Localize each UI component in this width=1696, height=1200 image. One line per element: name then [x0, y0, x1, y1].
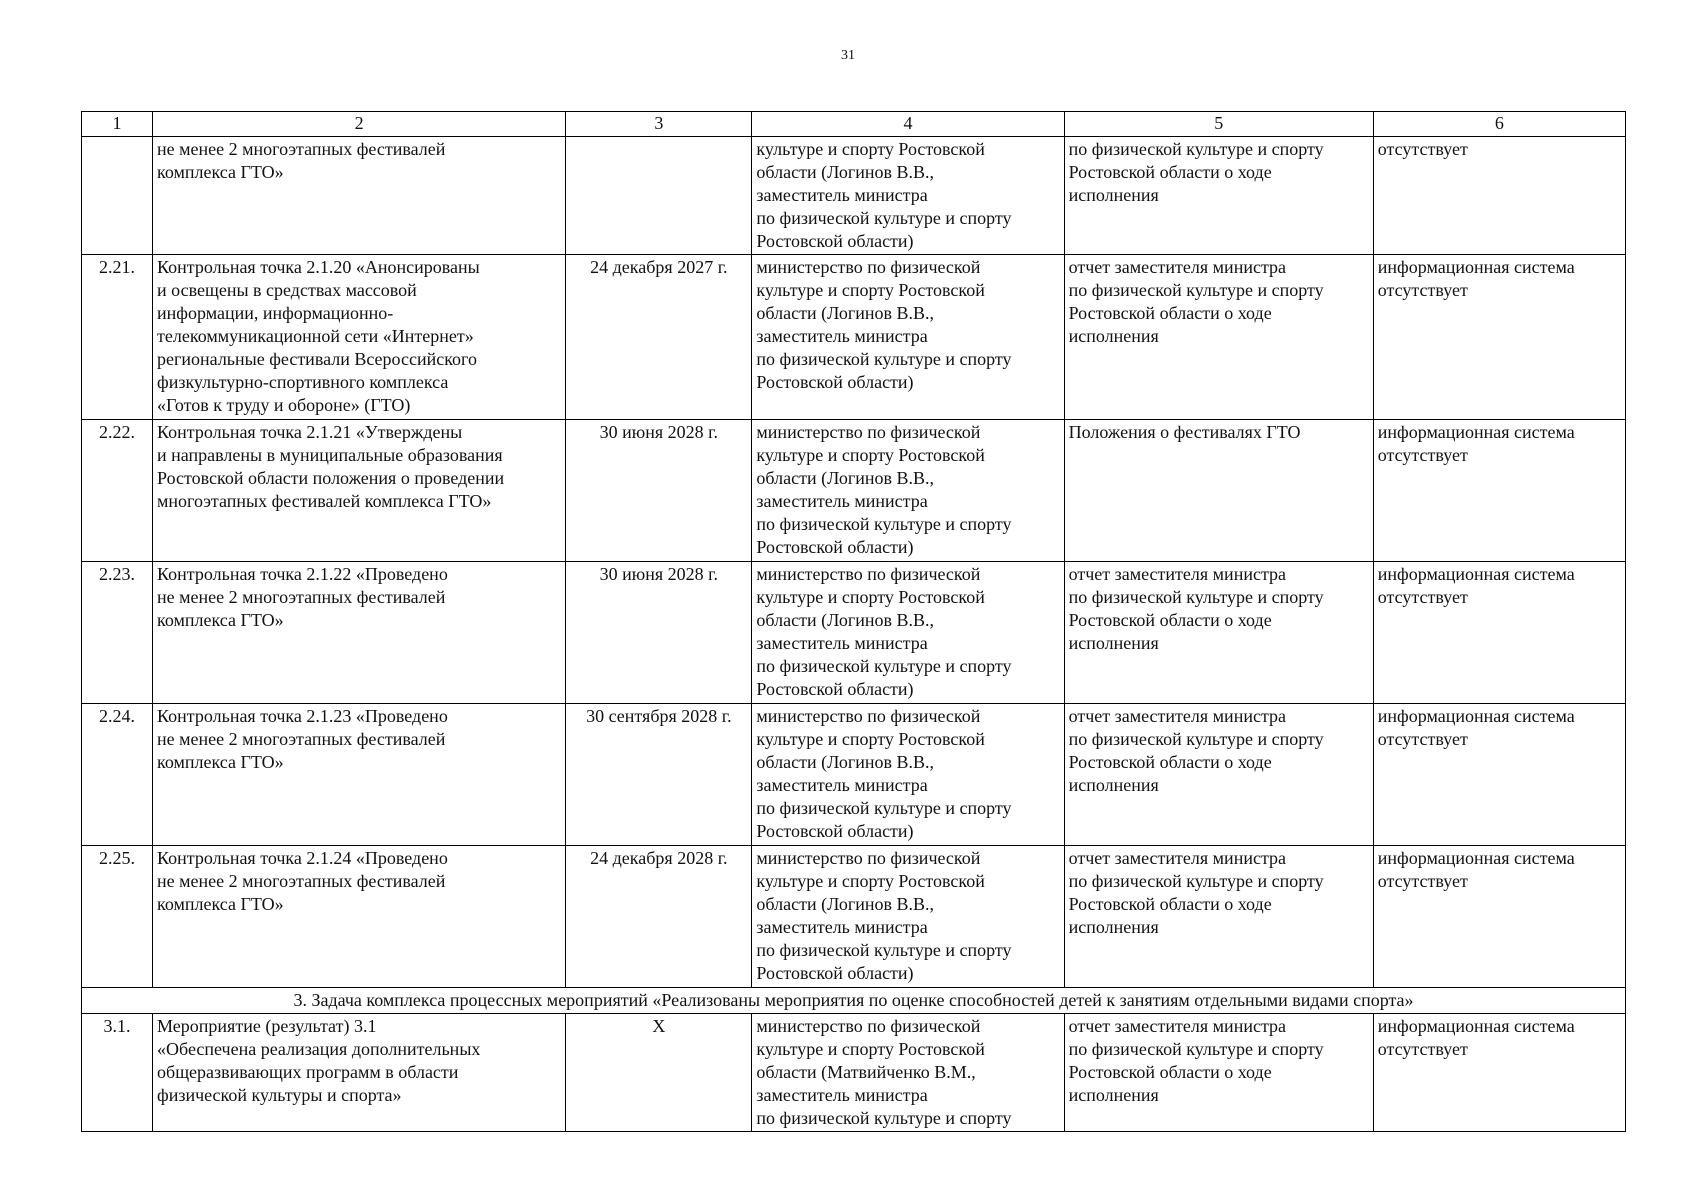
section-row: [82, 988, 1626, 1014]
information-system: отсутствует: [1373, 137, 1625, 255]
event-name: Контрольная точка 2.1.24 «Проведено не менее 2 многоэтапных фестивалей комплекса ГТО»: [153, 846, 566, 988]
confirming-document: отчет заместителя министра по физической культуре и спорту Ростовской области о ходе исполнения: [1064, 1014, 1373, 1132]
information-system: информационная система отсутствует: [1373, 562, 1625, 704]
responsible-executor: культуре и спорту Ростовской области (Логинов В.В., заместитель министра по физической культуре и спорту Ростовской области): [752, 137, 1064, 255]
information-system: информационная система отсутствует: [1373, 1014, 1625, 1132]
responsible-executor: министерство по физической культуре и спорту Ростовской области (Логинов В.В., заместитель министра по физической культуре и спорту Ростовской области): [752, 846, 1064, 988]
deadline-date: 24 декабря 2027 г.: [566, 255, 752, 420]
column-header: 6: [1373, 112, 1625, 137]
responsible-executor: министерство по физической культуре и спорту Ростовской области (Логинов В.В., заместитель министра по физической культуре и спорту Ростовской области): [752, 562, 1064, 704]
column-header: 1: [82, 112, 153, 137]
row-number: [82, 137, 153, 255]
confirming-document: отчет заместителя министра по физической культуре и спорту Ростовской области о ходе исполнения: [1064, 846, 1373, 988]
event-name: Контрольная точка 2.1.23 «Проведено не менее 2 многоэтапных фестивалей комплекса ГТО»: [153, 704, 566, 846]
table-row: [82, 562, 1626, 704]
responsible-executor: министерство по физической культуре и спорту Ростовской области (Логинов В.В., заместитель министра по физической культуре и спорту Ростовской области): [752, 255, 1064, 420]
information-system: информационная система отсутствует: [1373, 704, 1625, 846]
table-row: [82, 1014, 1626, 1132]
section-heading: 3. Задача комплекса процессных мероприятий «Реализованы мероприятия по оценке способностей детей к занятиям отдельными видами спорта»: [82, 988, 1626, 1014]
column-header: 2: [153, 112, 566, 137]
confirming-document: отчет заместителя министра по физической культуре и спорту Ростовской области о ходе исполнения: [1064, 562, 1373, 704]
event-name: Контрольная точка 2.1.21 «Утверждены и направлены в муниципальные образования Ростовской области положения о проведении многоэтапных фестивалей комплекса ГТО»: [153, 420, 566, 562]
confirming-document: отчет заместителя министра по физической культуре и спорту Ростовской области о ходе исполнения: [1064, 255, 1373, 420]
information-system: информационная система отсутствует: [1373, 846, 1625, 988]
row-number: 2.22.: [82, 420, 153, 562]
table-row: [82, 846, 1626, 988]
deadline-date: [566, 137, 752, 255]
deadline-date: X: [566, 1014, 752, 1132]
confirming-document: отчет заместителя министра по физической культуре и спорту Ростовской области о ходе исполнения: [1064, 704, 1373, 846]
row-number: 2.25.: [82, 846, 153, 988]
row-number: 2.21.: [82, 255, 153, 420]
event-name: Контрольная точка 2.1.20 «Анонсированы и освещены в средствах массовой информации, информационно- телекоммуникационной сети «Интернет» региональные фестивали Всероссийского физкультурно-спортивного комплекса «Готов к труду и обороне» (ГТО): [153, 255, 566, 420]
responsible-executor: министерство по физической культуре и спорту Ростовской области (Логинов В.В., заместитель министра по физической культуре и спорту Ростовской области): [752, 420, 1064, 562]
responsible-executor: министерство по физической культуре и спорту Ростовской области (Матвийченко В.М., заместитель министра по физической культуре и спорту: [752, 1014, 1064, 1132]
column-header: 5: [1064, 112, 1373, 137]
table-row: [82, 420, 1626, 562]
page-number: 31: [841, 48, 855, 63]
deadline-date: 24 декабря 2028 г.: [566, 846, 752, 988]
confirming-document: по физической культуре и спорту Ростовской области о ходе исполнения: [1064, 137, 1373, 255]
table-row: [82, 137, 1626, 255]
deadline-date: 30 июня 2028 г.: [566, 420, 752, 562]
event-name: не менее 2 многоэтапных фестивалей комплекса ГТО»: [153, 137, 566, 255]
responsible-executor: министерство по физической культуре и спорту Ростовской области (Логинов В.В., заместитель министра по физической культуре и спорту Ростовской области): [752, 704, 1064, 846]
event-name: Мероприятие (результат) 3.1 «Обеспечена реализация дополнительных общеразвивающих программ в области физической культуры и спорта»: [153, 1014, 566, 1132]
table-row: [82, 704, 1626, 846]
row-number: 2.24.: [82, 704, 153, 846]
table-row: [82, 255, 1626, 420]
column-header: 3: [566, 112, 752, 137]
plan-table: [81, 111, 1626, 1132]
column-header: 4: [752, 112, 1064, 137]
confirming-document: Положения о фестивалях ГТО: [1064, 420, 1373, 562]
information-system: информационная система отсутствует: [1373, 420, 1625, 562]
information-system: информационная система отсутствует: [1373, 255, 1625, 420]
event-name: Контрольная точка 2.1.22 «Проведено не менее 2 многоэтапных фестивалей комплекса ГТО»: [153, 562, 566, 704]
row-number: 3.1.: [82, 1014, 153, 1132]
deadline-date: 30 июня 2028 г.: [566, 562, 752, 704]
column-number-row: [82, 112, 1626, 137]
row-number: 2.23.: [82, 562, 153, 704]
deadline-date: 30 сентября 2028 г.: [566, 704, 752, 846]
